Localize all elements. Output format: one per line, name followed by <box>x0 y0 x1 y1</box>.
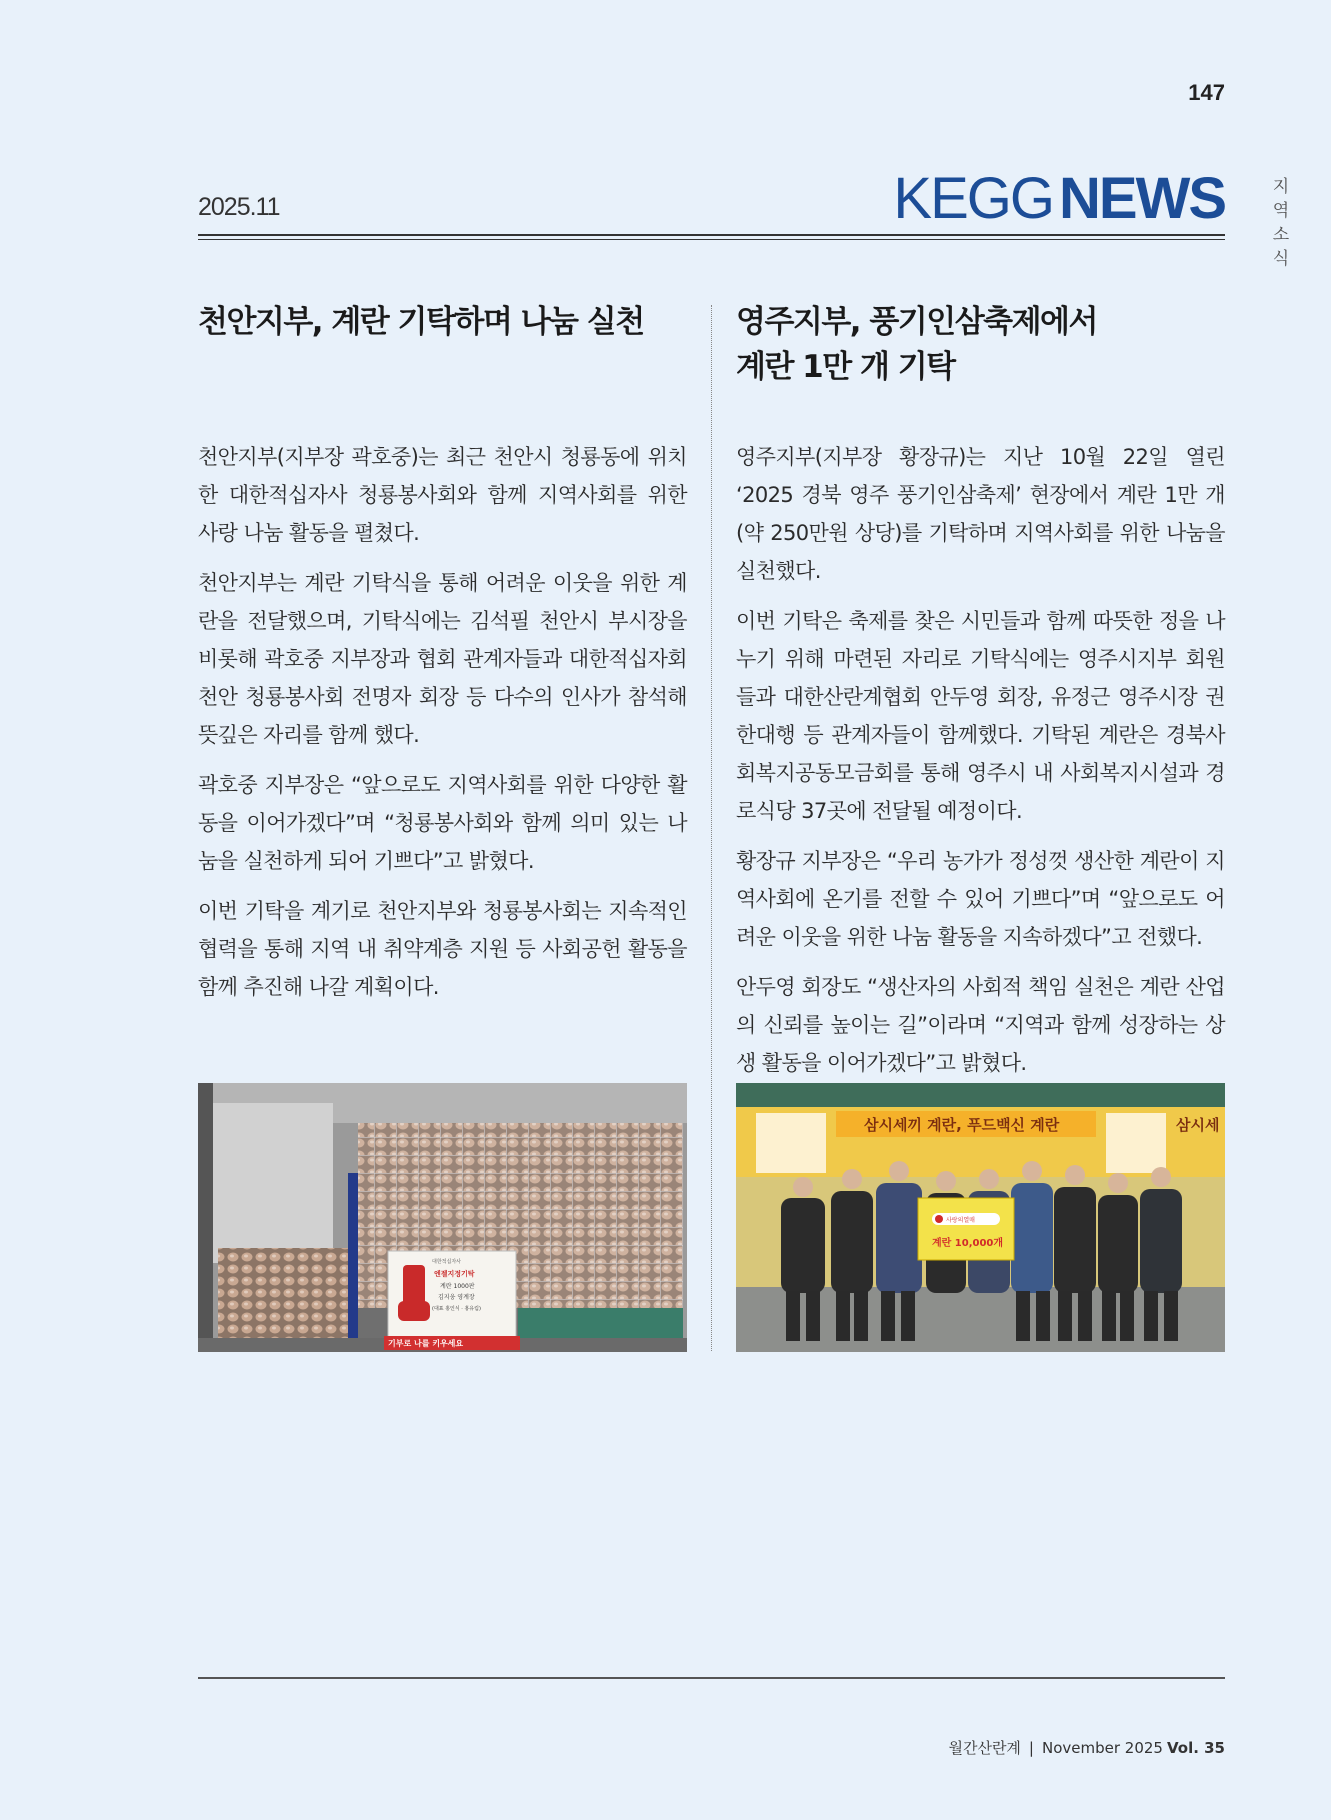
column-divider <box>711 305 712 1351</box>
footer-month: November 2025 <box>1041 1739 1163 1757</box>
sign-line: 대한적십자사 <box>432 1259 461 1265</box>
kegg-news-logo <box>893 166 1225 231</box>
sign-line: 계란 1000판 <box>440 1283 475 1290</box>
board-top-text: 사랑의열매 <box>946 1217 975 1224</box>
photo-yeongju-ceremony <box>736 1083 1225 1352</box>
page-footer <box>948 1737 1225 1758</box>
paragraph: 이번 기탁은 축제를 찾은 시민들과 함께 따뜻한 정을 나누기 위해 마련된 자리로 기탁식에는 영주시지부 회원들과 대한산란계협회 안두영 회장, 유정근 영주시장 권한대행 등 관계자들이 함께했다. 기탁된 계란은 경북사회복지공동모금회를 통해 영주시 내 사회복지시설과 경로식당 37곳에 전달될 예정이다. <box>736 609 1225 823</box>
article-cheonan <box>198 300 687 999</box>
headline-line: 천안지부, 계란 기탁하며 나눔 실천 <box>198 304 644 340</box>
page-number: 147 <box>1188 80 1225 105</box>
paragraph: 황장규 지부장은 “우리 농가가 정성껏 생산한 계란이 지역사회에 온기를 전할 수 있어 기쁘다”며 “앞으로도 어려운 이웃을 위한 나눔 활동을 지속하겠다”고 전했다. <box>736 849 1225 949</box>
sign-line: (대표 홍인식 · 홍유림) <box>432 1306 481 1312</box>
paragraph: 이번 기탁을 계기로 천안지부와 청룡봉사회는 지속적인 협력을 통해 지역 내 취약계층 지원 등 사회공헌 활동을 함께 추진해 나갈 계획이다. <box>198 899 687 999</box>
headline-line: 계란 1만 개 기탁 <box>736 349 955 385</box>
section-side-label: 지역소식 <box>1272 177 1290 269</box>
photo-egg-donation <box>198 1083 687 1352</box>
paragraph: 영주지부(지부장 황장규)는 지난 10월 22일 열린 ‘2025 경북 영주 풍기인삼축제’ 현장에서 계란 1만 개(약 250만원 상당)를 기탁하며 지역사회를 위한 나눔을 실천했다. <box>736 445 1225 583</box>
sign-line: 김지웅 영계장 <box>438 1294 475 1301</box>
donation-sign <box>388 1251 516 1343</box>
brand-light: KEGG <box>893 166 1053 231</box>
donation-board <box>918 1198 1014 1260</box>
paragraph: 안두영 회장도 “생산자의 사회적 책임 실천은 계란 산업의 신뢰를 높이는 길”이라며 “지역과 함께 성장하는 상생 활동을 이어가겠다”고 밝혔다. <box>736 975 1225 1075</box>
article-body <box>736 438 1225 1094</box>
footer-separator: | <box>1028 1739 1034 1757</box>
paragraph: 곽호중 지부장은 “앞으로도 지역사회를 위한 다양한 활동을 이어가겠다”며 “청룡봉사회와 함께 의미 있는 나눔을 실천하게 되어 기쁘다”고 밝혔다. <box>198 773 687 873</box>
photo-banner-text: 기부로 나를 키우세요 <box>388 1339 464 1348</box>
article-headline <box>736 300 1225 430</box>
footer-rule <box>198 1677 1225 1679</box>
article-headline <box>198 300 687 430</box>
board-amount-text: 계란 10,000개 <box>932 1238 1004 1249</box>
sign-line: 엔젤지정기탁 <box>434 1270 475 1278</box>
article-body <box>198 438 687 1018</box>
paragraph: 천안지부(지부장 곽호중)는 최근 천안시 청룡동에 위치한 대한적십자사 청룡봉사회와 함께 지역사회를 위한 사랑 나눔 활동을 펼쳤다. <box>198 445 687 545</box>
headline-line: 영주지부, 풍기인삼축제에서 <box>736 304 1097 340</box>
footer-volume: Vol. 35 <box>1166 1739 1225 1757</box>
article-yeongju <box>736 300 1225 1075</box>
header-rule <box>198 234 1225 236</box>
magazine-name: 월간산란계 <box>948 1739 1021 1757</box>
photo-banner-right: 삼시세 <box>1176 1116 1220 1134</box>
paragraph: 천안지부는 계란 기탁식을 통해 어려운 이웃을 위한 계란을 전달했으며, 기탁식에는 김석필 천안시 부시장을 비롯해 곽호중 지부장과 협회 관계자들과 대한적십자회 천안 청룡봉사회 전명자 회장 등 다수의 인사가 참석해 뜻깊은 자리를 함께 했다. <box>198 571 687 747</box>
photo-banner-text: 삼시세끼 계란, 푸드백신 계란 <box>864 1116 1060 1134</box>
header-rule-thin <box>198 239 1225 240</box>
issue-date: 2025.11 <box>198 193 280 221</box>
brand-bold: NEWS <box>1059 166 1225 231</box>
page-header <box>198 160 1225 240</box>
